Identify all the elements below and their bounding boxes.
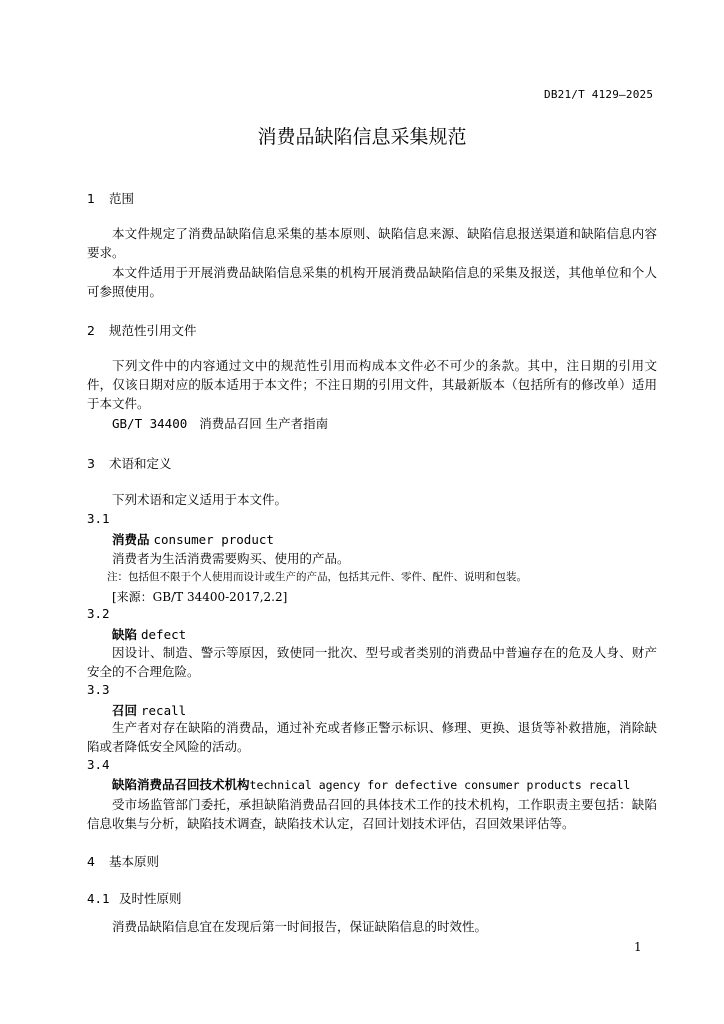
section-3-intro: 下列术语和定义适用于本文件。 xyxy=(112,492,288,507)
section-1-para-1: 本文件规定了消费品缺陷信息采集的基本原则、缺陷信息来源、缺陷信息报送渠道和缺陷信息内容要求。 xyxy=(87,226,657,260)
term-1-source: [来源：GB/T 34400-2017,2.2] xyxy=(112,590,288,604)
term-2 xyxy=(112,625,186,643)
section-1-para-2: 本文件适用于开展消费品缺陷信息采集的机构开展消费品缺陷信息的采集及报送，其他单位和个人可参照使用。 xyxy=(87,265,657,299)
section-2-number: 2 xyxy=(87,323,95,338)
term-4-definition: 受市场监管部门委托，承担缺陷消费品召回的具体技术工作的技术机构，工作职责主要包括：缺陷信息收集与分析，缺陷技术调查，缺陷技术认定，召回计划技术评估，召回效果评估等。 xyxy=(87,797,657,831)
term-2-definition: 因设计、制造、警示等原因，致使同一批次、型号或者类别的消费品中普遍存在的危及人身、财产安全的不合理危险。 xyxy=(87,645,657,679)
term-3-en: recall xyxy=(141,703,187,718)
term-3-definition: 生产者对存在缺陷的消费品，通过补充或者修正警示标识、修理、更换、退货等补救措施，消除缺陷或者降低安全风险的活动。 xyxy=(87,720,657,754)
section-4-heading xyxy=(87,852,159,870)
term-1-en: consumer product xyxy=(153,532,274,547)
reference-code: GB/T 34400 xyxy=(112,416,188,431)
term-1-number: 3.1 xyxy=(87,511,110,526)
term-3-zh: 召回 xyxy=(112,703,138,718)
term-4-en: technical agency for defective consumer products recall xyxy=(249,778,631,792)
section-3-title: 术语和定义 xyxy=(109,456,172,471)
section-3-heading xyxy=(87,454,172,472)
term-4 xyxy=(112,775,630,793)
standard-number: DB21/T 4129—2025 xyxy=(544,88,654,101)
section-1-heading xyxy=(87,189,134,207)
subsection-4-1-heading xyxy=(87,889,182,907)
term-1-definition: 消费者为生活消费需要购买、使用的产品。 xyxy=(112,551,350,566)
term-3 xyxy=(112,701,186,719)
document-title: 消费品缺陷信息采集规范 xyxy=(257,126,467,148)
term-4-zh: 缺陷消费品召回技术机构 xyxy=(112,777,250,792)
term-1-zh: 消费品 xyxy=(112,532,150,547)
term-2-en: defect xyxy=(141,627,187,642)
section-2-para: 下列文件中的内容通过文中的规范性引用而构成本文件必不可少的条款。其中，注日期的引用文件，仅该日期对应的版本适用于本文件；不注日期的引用文件，其最新版本（包括所有的修改单）适用于本文件。 xyxy=(87,358,657,411)
page-number: 1 xyxy=(634,940,642,954)
section-2-title: 规范性引用文件 xyxy=(109,323,197,338)
normative-reference xyxy=(112,414,328,432)
reference-title: 消费品召回 生产者指南 xyxy=(199,416,329,431)
subsection-4-1-title: 及时性原则 xyxy=(119,891,182,906)
term-3-number: 3.3 xyxy=(87,682,110,697)
section-1-title: 范围 xyxy=(109,191,135,206)
term-2-number: 3.2 xyxy=(87,606,110,621)
section-1-number: 1 xyxy=(87,191,95,206)
term-1 xyxy=(112,530,274,548)
section-2-heading xyxy=(87,321,197,339)
section-3-number: 3 xyxy=(87,456,95,471)
term-4-number: 3.4 xyxy=(87,757,110,772)
term-2-zh: 缺陷 xyxy=(112,627,138,642)
subsection-4-1-para: 消费品缺陷信息宜在发现后第一时间报告，保证缺陷信息的时效性。 xyxy=(112,919,488,934)
section-4-title: 基本原则 xyxy=(109,854,160,869)
subsection-4-1-number: 4.1 xyxy=(87,891,110,906)
term-1-note: 注：包括但不限于个人使用而设计或生产的产品，包括其元件、零件、配件、说明和包装。 xyxy=(107,571,527,583)
section-4-number: 4 xyxy=(87,854,95,869)
